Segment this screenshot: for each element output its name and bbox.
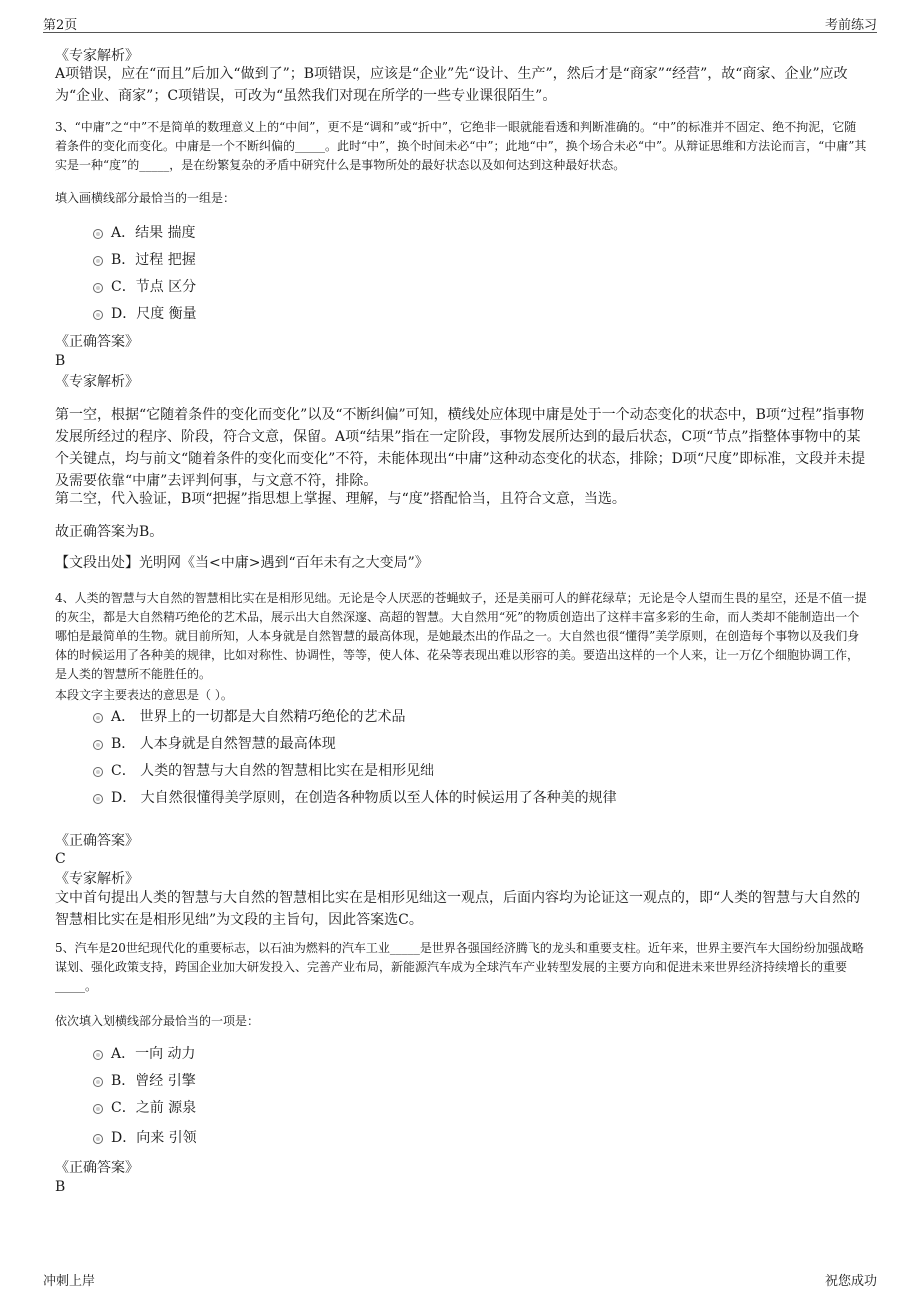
- q3-answer: B: [55, 353, 66, 369]
- radio-icon[interactable]: [93, 740, 103, 750]
- q4-analysis: 文中首句提出人类的智慧与大自然的智慧相比实在是相形见绌这一观点，后面内容均为论证这一观点的，即“人类的智慧与大自然的智慧相比实在是相形见绌”为文段的主旨句，因此答案选C。: [55, 890, 861, 928]
- page-header: [43, 12, 877, 33]
- q3-answer-label: 《正确答案》: [55, 334, 139, 350]
- q3-source: 【文段出处】光明网《当<中庸>遇到“百年未有之大变局”》: [55, 555, 429, 571]
- radio-icon[interactable]: [93, 283, 103, 293]
- radio-icon[interactable]: [93, 1050, 103, 1060]
- radio-icon[interactable]: [93, 229, 103, 239]
- q2-analysis-label: 《专家解析》: [55, 48, 139, 64]
- q3-option-b[interactable]: B．过程 把握: [93, 250, 196, 270]
- q4-option-a[interactable]: A． 世界上的一切都是大自然精巧绝伦的艺术品: [93, 707, 406, 727]
- q4-analysis-label: 《专家解析》: [55, 871, 139, 887]
- radio-icon[interactable]: [93, 1134, 103, 1144]
- page-number: 第2页: [43, 18, 78, 33]
- q4-answer-label: 《正确答案》: [55, 833, 139, 849]
- radio-icon[interactable]: [93, 256, 103, 266]
- q3-option-c[interactable]: C．节点 区分: [93, 277, 196, 297]
- radio-icon[interactable]: [93, 713, 103, 723]
- header-tag: 考前练习: [824, 18, 877, 33]
- q5-option-d[interactable]: D．向来 引领: [93, 1128, 197, 1148]
- radio-icon[interactable]: [93, 1077, 103, 1087]
- q3-analysis-p2: 第二空，代入验证，B项“把握”指思想上掌握、理解，与“度”搭配恰当，且符合文意，当选。: [55, 491, 626, 507]
- q3-analysis-label: 《专家解析》: [55, 374, 139, 390]
- q2-analysis: A项错误，应在“而且”后加入“做到了”；B项错误，应该是“企业”先“设计、生产”，然后才是“商家”“经营”，故“商家、企业”应改为“企业、商家”；C项错误，可改为“虽然我们对现在所学的一些专业课很陌生”。: [55, 66, 848, 104]
- footer-right-text: 祝您成功: [824, 1274, 877, 1289]
- q5-option-b[interactable]: B．曾经 引擎: [93, 1071, 196, 1091]
- q4-answer: C: [55, 851, 66, 867]
- q4-stem: 4、人类的智慧与大自然的智慧相比实在是相形见绌。无论是令人厌恶的苍蝇蚊子，还是美丽可人的鲜花绿草；无论是令人望而生畏的星空，还是不值一提的灰尘，都是大自然精巧绝伦的艺术品，展示出大自然深邃、高超的智慧。大自然用“死”的物质创造出了这样丰富多彩的生命，而人类却不能制造出一个哪怕是最简单的生物。就目前所知，人本身就是自然智慧的最高体现，是她最杰出的作品之一。大自然也很“懂得”美学原则，在创造每个事物以及我们身体的时候运用了各种美的规律，比如对称性、协调性，等等，使人体、花朵等表现出难以形容的美。要造出这样的一个人来，让一万亿个细胞协调工作，是人类的智慧所不能胜任的。: [55, 591, 867, 681]
- q3-option-a[interactable]: A．结果 揣度: [93, 223, 196, 243]
- q5-prompt: 依次填入划横线部分最恰当的一项是：: [55, 1014, 260, 1028]
- q5-stem: 5、汽车是20世纪现代化的重要标志，以石油为燃料的汽车工业_____是世界各强国经济腾飞的龙头和重要支柱。近年来，世界主要汽车大国纷纷加强战略谋划、强化政策支持，跨国企业加大研发投入、完善产业布局，新能源汽车成为全球汽车产业转型发展的主要方向和促进未来世界经济持续增长的重要_____。: [55, 941, 864, 993]
- q4-option-b[interactable]: B． 人本身就是自然智慧的最高体现: [93, 734, 336, 754]
- q5-option-c[interactable]: C．之前 源泉: [93, 1098, 196, 1118]
- q3-option-d[interactable]: D．尺度 衡量: [93, 304, 197, 324]
- radio-icon[interactable]: [93, 310, 103, 320]
- q4-prompt: 本段文字主要表达的意思是（ ）。: [55, 688, 233, 702]
- radio-icon[interactable]: [93, 794, 103, 804]
- radio-icon[interactable]: [93, 1104, 103, 1114]
- q5-answer: B: [55, 1179, 66, 1195]
- q3-prompt: 填入画横线部分最恰当的一组是：: [55, 191, 236, 205]
- footer-left-text: 冲刺上岸: [43, 1274, 96, 1289]
- q3-stem: 3、“中庸”之“中”不是简单的数理意义上的“中间”，更不是“调和”或“折中”，它绝非一眼就能看透和判断准确的。“中”的标准并不固定、绝不拘泥，它随着条件的变化而变化。中庸是一个不断纠偏的_____。此时“中”，换个时间未必“中”；此地“中”，换个场合未必“中”。从辩证思维和方法论而言，“中庸”其实是一种“度”的_____，是在纷繁复杂的矛盾中研究什么是事物所处的最好状态以及如何达到这种最好状态。: [55, 120, 867, 172]
- q4-option-d[interactable]: D． 大自然很懂得美学原则，在创造各种物质以至人体的时候运用了各种美的规律: [93, 788, 617, 808]
- q5-answer-label: 《正确答案》: [55, 1160, 139, 1176]
- q5-option-a[interactable]: A．一向 动力: [93, 1044, 196, 1064]
- q3-analysis-p1: 第一空，根据“它随着条件的变化而变化”以及“不断纠偏”可知，横线处应体现中庸是处于一个动态变化的状态中，B项“过程”指事物发展所经过的程序、阶段，符合文意，保留。A项“结果”指在一定阶段，事物发展所达到的最后状态，C项“节点”指整体事物中的某个关键点，均与前文“随着条件的变化而变化”不符，未能体现出“中庸”这种动态变化的状态，排除；D项“尺度”即标准，文段并未提及需要依靠“中庸”去评判何事，与文意不符，排除。: [55, 407, 866, 489]
- q4-option-c[interactable]: C． 人类的智慧与大自然的智慧相比实在是相形见绌: [93, 761, 434, 781]
- q3-analysis-p3: 故正确答案为B。: [55, 524, 164, 540]
- radio-icon[interactable]: [93, 767, 103, 777]
